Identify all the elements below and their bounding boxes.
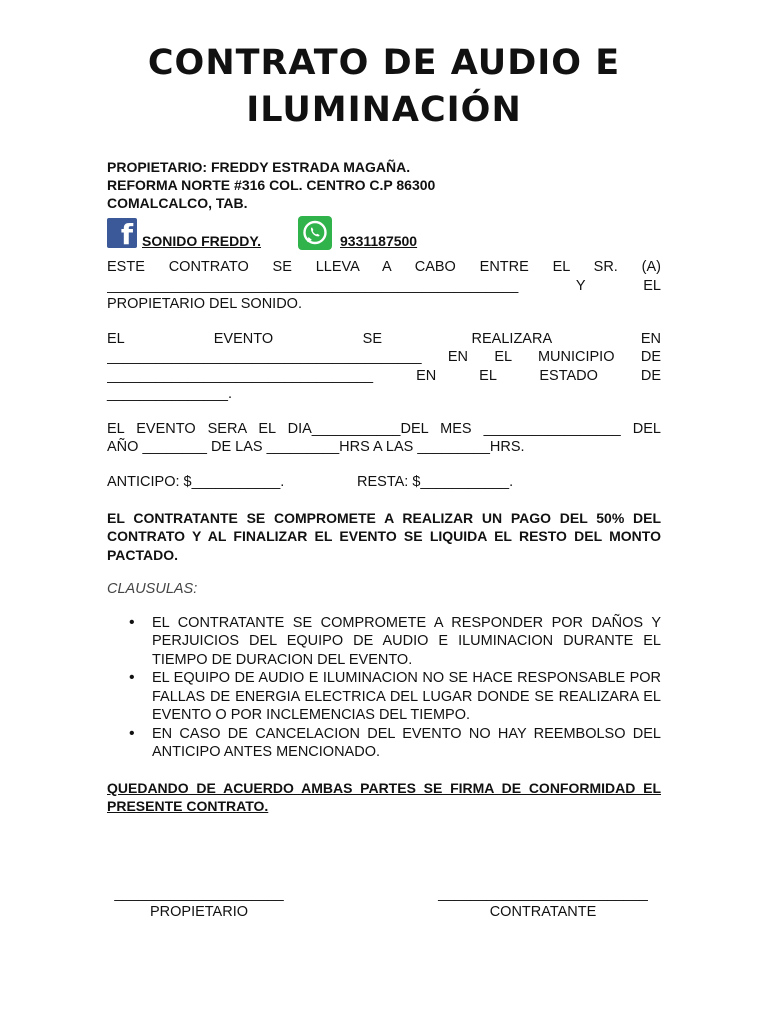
list-item: • EL EQUIPO DE AUDIO E ILUMINACION NO SE HACE RESPONSABLE POR FALLAS DE ENERGIA ELECTRICA DEL LUGAR DONDE SE REALIZARA EL EVENTO O POR INCLEMENCIAS DEL TIEMPO.: [107, 669, 661, 725]
document-title: [67, 40, 701, 134]
title-line-2: ILUMINACIÓN: [246, 90, 522, 130]
facebook-label: SONIDO FREDDY.: [142, 233, 262, 249]
agreement-statement: QUEDANDO DE ACUERDO AMBAS PARTES SE FIRMA DE CONFORMIDAD EL PRESENTE CONTRATO.: [107, 779, 661, 814]
facebook-icon: f: [107, 218, 137, 248]
list-item: • EN CASO DE CANCELACION DEL EVENTO NO HAY REEMBOLSO DEL ANTICIPO ANTES MENCIONADO.: [107, 725, 661, 762]
payment-line: [107, 473, 661, 492]
clauses-list: [107, 614, 661, 762]
owner-address: REFORMA NORTE #316 COL. CENTRO C.P 86300: [107, 177, 436, 193]
owner-info: [107, 158, 661, 212]
parties-paragraph: [107, 258, 661, 314]
client-signature-line: __________________________: [438, 886, 648, 902]
parties-line-1: ESTE CONTRATO SE LLEVA A CABO ENTRE EL SR. (A): [107, 259, 661, 275]
date-line-2: AÑO ________ DE LAS _________HRS A LAS _________HRS.: [107, 439, 525, 455]
date-paragraph: [107, 420, 661, 457]
list-item: • EL CONTRATANTE SE COMPROMETE A RESPONDER POR DAÑOS Y PERJUICIOS DEL EQUIPO DE AUDIO E ILUMINACION DURANTE EL TIEMPO DE DURACION DEL EVENTO.: [107, 614, 661, 670]
whatsapp-number: 9331187500: [340, 233, 418, 249]
owner-signature-label: PROPIETARIO: [149, 904, 249, 920]
owner-city: COMALCALCO, TAB.: [107, 195, 248, 211]
owner-signature-line: _____________________: [114, 886, 284, 902]
date-line-1: EL EVENTO SERA EL DIA___________DEL MES _________________ DEL: [107, 420, 661, 437]
location-line-1: EL EVENTO SE REALIZARA EN: [107, 330, 661, 347]
social-contacts: [107, 212, 661, 258]
owner-signature: [107, 885, 291, 921]
owner-name: PROPIETARIO: FREDDY ESTRADA MAGAÑA.: [107, 159, 411, 175]
location-paragraph: [107, 330, 661, 404]
client-signature: [429, 885, 657, 921]
location-line-4: _______________.: [107, 386, 232, 402]
title-line-1: CONTRATO DE AUDIO E: [147, 43, 621, 83]
payment-commitment: EL CONTRATANTE SE COMPROMETE A REALIZAR UN PAGO DEL 50% DEL CONTRATO Y AL FINALIZAR EL EVENTO SE LIQUIDA EL RESTO DEL MONTO PACTADO.: [107, 509, 661, 563]
remaining-field: RESTA: $___________.: [357, 473, 514, 490]
location-line-3: _________________________________ EN EL ESTADO DE: [107, 367, 661, 384]
clauses-heading: CLAUSULAS:: [107, 581, 198, 597]
location-line-2: _______________________________________ EN EL MUNICIPIO DE: [107, 349, 661, 365]
advance-field: ANTICIPO: $___________.: [107, 473, 285, 490]
parties-line-2: ___________________________________________________ Y EL: [107, 277, 661, 294]
whatsapp-icon: [298, 216, 332, 250]
parties-line-3: PROPIETARIO DEL SONIDO.: [107, 296, 302, 312]
contract-page: [107, 40, 661, 816]
client-signature-label: CONTRATANTE: [489, 904, 597, 920]
